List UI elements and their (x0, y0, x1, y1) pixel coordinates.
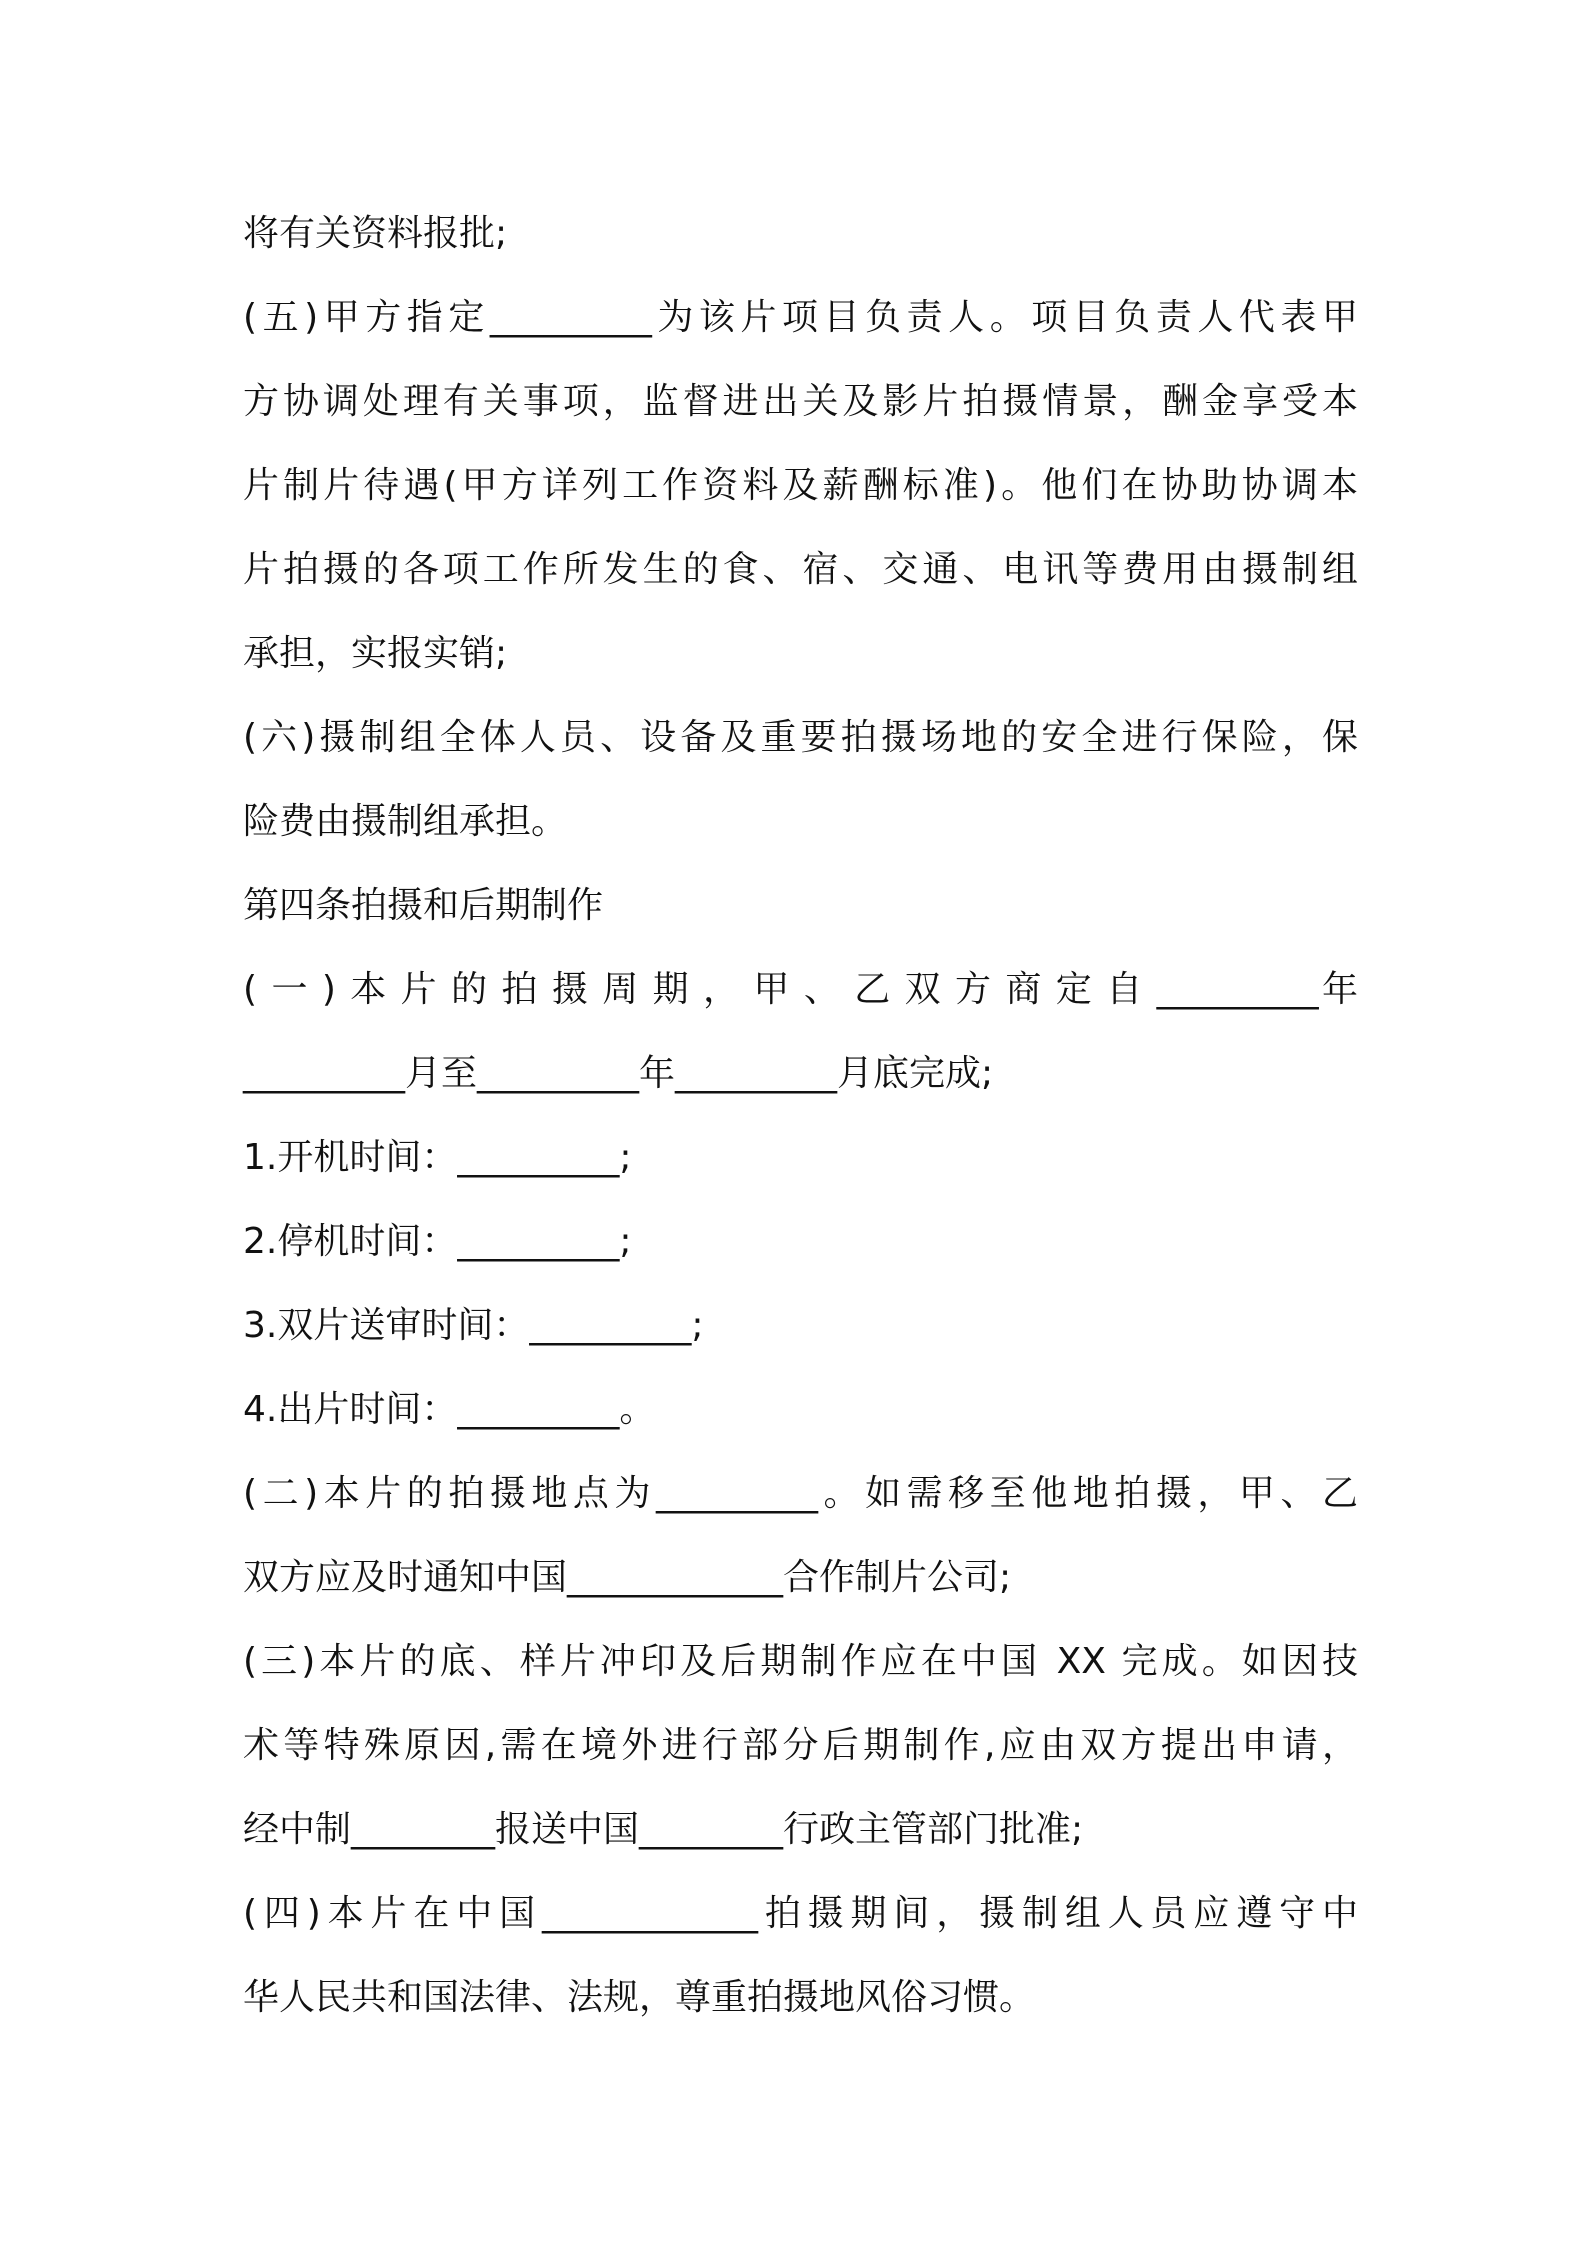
section-heading: 第四条拍摄和后期制作 (243, 885, 604, 926)
text-line: 术等特殊原因,需在境外进行部分后期制作,应由双方提出申请， (243, 1725, 1358, 1766)
text-line (243, 1116, 1358, 1200)
text-segment: 报送中国 (495, 1809, 640, 1850)
text-line: (六)摄制组全体人员、设备及重要拍摄场地的安全进行保险，保 (243, 717, 1358, 758)
text-line (243, 1788, 1358, 1872)
fill-in-blank: _________ (457, 1221, 620, 1262)
text-line: 将有关资料报批; (243, 213, 508, 254)
text-line: (三)本片的底、样片冲印及后期制作应在中国 XX 完成。如因技 (243, 1641, 1358, 1682)
fill-in-blank: _________ (1156, 969, 1319, 1010)
text-segment: 。 (619, 1389, 656, 1430)
text-segment: (五)甲方指定 (243, 297, 490, 338)
fill-in-blank: _________ (489, 297, 652, 338)
text-line (243, 1200, 1358, 1284)
text-segment: 合作制片公司; (783, 1557, 1012, 1598)
text-line: 方协调处理有关事项，监督进出关及影片拍摄情景，酬金享受本 (243, 381, 1358, 422)
fill-in-blank: ____________ (541, 1893, 758, 1934)
text-segment: ; (619, 1137, 632, 1178)
text-line (243, 1284, 1358, 1368)
text-line: 险费由摄制组承担。 (243, 801, 568, 842)
text-segment: ; (619, 1221, 632, 1262)
text-segment: (四)本片在中国 (243, 1893, 542, 1934)
text-line (243, 1368, 1358, 1452)
fill-in-blank: _________ (656, 1473, 818, 1514)
text-segment: 月至 (405, 1053, 478, 1094)
text-segment: 年 (1318, 969, 1358, 1010)
text-segment: 2.停机时间： (243, 1221, 458, 1262)
text-line (243, 1536, 1358, 1620)
text-segment: 1.开机时间： (243, 1137, 458, 1178)
text-line (243, 1032, 1358, 1116)
fill-in-blank: _________ (477, 1053, 640, 1094)
text-segment: (二)本片的拍摄地点为 (243, 1473, 656, 1514)
text-line: 片拍摄的各项工作所发生的食、宿、交通、电讯等费用由摄制组 (243, 549, 1358, 590)
text-line: 华人民共和国法律、法规，尊重拍摄地风俗习惯。 (243, 1977, 1036, 2018)
text-line: 片制片待遇(甲方详列工作资料及薪酬标准)。他们在协助协调本 (243, 465, 1358, 506)
text-line: 承担，实报实销; (243, 633, 508, 674)
text-segment: 行政主管部门批准; (783, 1809, 1084, 1850)
fill-in-blank: ________ (639, 1809, 784, 1850)
document-body (243, 192, 1358, 2040)
text-line (243, 1872, 1358, 1956)
text-line (243, 276, 1358, 360)
fill-in-blank: _________ (457, 1389, 620, 1430)
text-segment: 为该片项目负责人。项目负责人代表甲 (651, 297, 1358, 338)
fill-in-blank: _________ (457, 1137, 620, 1178)
fill-in-blank: ________ (351, 1809, 496, 1850)
text-segment: ; (691, 1305, 704, 1346)
text-segment: 拍摄期间，摄制组人员应遵守中 (757, 1893, 1358, 1934)
text-segment: 双方应及时通知中国 (243, 1557, 568, 1598)
text-line (243, 1452, 1358, 1536)
text-segment: 4.出片时间： (243, 1389, 458, 1430)
fill-in-blank: _________ (243, 1053, 405, 1094)
fill-in-blank: ____________ (567, 1557, 784, 1598)
text-segment: 。如需移至他地拍摄，甲、乙 (818, 1473, 1358, 1514)
fill-in-blank: _________ (675, 1053, 838, 1094)
text-segment: 经中制 (243, 1809, 352, 1850)
text-segment: (一)本片的拍摄周期，甲、乙双方商定自 (243, 969, 1157, 1010)
text-segment: 年 (639, 1053, 676, 1094)
text-line (243, 948, 1358, 1032)
text-segment: 月底完成; (837, 1053, 994, 1094)
fill-in-blank: _________ (529, 1305, 692, 1346)
text-segment: 3.双片送审时间： (243, 1305, 530, 1346)
